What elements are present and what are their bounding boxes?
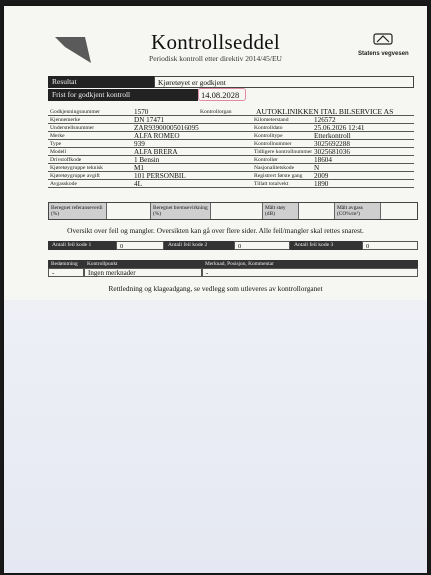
control-field-label: Tidligere kontrollnummer bbox=[254, 149, 312, 155]
control-field-label: Nasjonalitetskode bbox=[252, 164, 312, 172]
result-value: Kjøretøyet er godkjent bbox=[154, 76, 414, 88]
control-field-value: 3025681036 bbox=[312, 148, 414, 156]
brake-effect-label: Beregnet bremsevirkning (%) bbox=[151, 203, 211, 219]
paper-shadow-area bbox=[4, 300, 427, 573]
deadline-label: Frist for godkjent kontroll bbox=[48, 89, 198, 101]
control-field-label: Kontrolldato bbox=[252, 124, 312, 132]
brake-effect-box bbox=[211, 203, 263, 219]
vehicle-field-label: Kjennemerke bbox=[48, 116, 132, 124]
vehicle-field-label: Type bbox=[48, 140, 132, 148]
page-title: Kontrollseddel bbox=[150, 30, 280, 54]
vehicle-field-value: DN 17471 bbox=[132, 116, 252, 124]
control-field-label: Kontrollør bbox=[252, 156, 312, 164]
vehicle-field-value: 4L bbox=[132, 180, 252, 188]
noise-label: Målt støy (dB) bbox=[263, 203, 299, 219]
vehicle-field-label: Drivstoffkode bbox=[48, 156, 132, 164]
assessment-cell: - bbox=[202, 268, 418, 277]
control-field-value: N bbox=[312, 164, 414, 172]
control-field-value: Etterkontroll bbox=[312, 132, 414, 140]
control-field-label: Tillatt totalvekt bbox=[252, 180, 312, 188]
ref-value-label: Beregnet referanseverdi (%) bbox=[49, 203, 107, 219]
assessment-header: Merknad, Posisjon, Kommentar bbox=[202, 260, 418, 268]
vehicle-field-value: ALFA BRERA bbox=[132, 148, 252, 156]
control-field-value: 1890 bbox=[312, 180, 414, 188]
control-field-label: Kontrollnummer bbox=[252, 140, 312, 148]
assessment-cell: Ingen merknader bbox=[84, 268, 202, 277]
control-field-value: 18604 bbox=[312, 156, 414, 164]
control-field-label: Registrert første gang bbox=[252, 172, 312, 180]
noise-box bbox=[299, 203, 335, 219]
assessment-header: Bedømming bbox=[48, 260, 84, 268]
overview-text: Oversikt over feil og mangler. Oversikten kan gå over flere sider. Alle feil/mangler skal rettes snarest. bbox=[67, 226, 364, 235]
exhaust-box bbox=[381, 203, 417, 219]
control-field-value: 126572 bbox=[312, 116, 414, 124]
vehicle-field-value: ALFA ROMEO bbox=[132, 132, 252, 140]
statens-vegvesen-logo-icon bbox=[368, 32, 398, 46]
vehicle-field-value: M1 bbox=[132, 164, 252, 172]
fault-count-label: Antall feil kode 3 bbox=[290, 241, 362, 250]
control-field-value: 25.06.2026 12:41 bbox=[312, 124, 414, 132]
control-field-label: Kilometerstand bbox=[252, 116, 312, 124]
vehicle-field-value: 1 Bensin bbox=[132, 156, 252, 164]
footer-text: Rettledning og klageadgang, se vedlegg som utleveres av kontrollorganet bbox=[108, 284, 323, 293]
fault-count-row bbox=[48, 241, 418, 250]
control-org-label: Kontrollorgan bbox=[198, 108, 254, 116]
result-label: Resultat bbox=[48, 76, 154, 88]
assessment-header: Kontrollpunkt bbox=[84, 260, 202, 268]
assessment-cell: - bbox=[48, 268, 84, 277]
vehicle-field-value: 1570 bbox=[132, 108, 198, 116]
vehicle-field-value: ZAR93900005016095 bbox=[132, 124, 252, 132]
vehicle-field-label: Avgasskode bbox=[48, 180, 132, 188]
control-org-value: AUTOKLINIKKEN ITAL BILSERVICE AS bbox=[254, 108, 414, 116]
control-field-value: 2009 bbox=[312, 172, 414, 180]
result-section bbox=[48, 76, 414, 102]
vehicle-info-table bbox=[48, 108, 414, 188]
vehicle-field-label: Kjøretøygruppe avgift bbox=[48, 172, 132, 180]
fault-count-value: 0 bbox=[362, 241, 418, 250]
agency-name: Statens vegvesen bbox=[358, 51, 409, 57]
vehicle-field-label: Godkjenningsnummer bbox=[48, 108, 132, 116]
vehicle-field-label: Understellsnummer bbox=[48, 124, 132, 132]
measurements-row bbox=[48, 202, 418, 220]
vehicle-field-value: 939 bbox=[132, 140, 252, 148]
control-field-value: 3025692288 bbox=[312, 140, 414, 148]
vehicle-field-label: Merke bbox=[48, 132, 132, 140]
ref-value-box bbox=[107, 203, 151, 219]
fault-count-label: Antall feil kode 1 bbox=[48, 241, 116, 250]
vehicle-field-label: Kjøretøygruppe teknisk bbox=[48, 164, 132, 172]
deadline-value: 14.08.2028 bbox=[198, 88, 246, 101]
fault-count-label: Antall feil kode 2 bbox=[164, 241, 234, 250]
fault-count-value: 0 bbox=[116, 241, 164, 250]
fault-count-value: 0 bbox=[234, 241, 290, 250]
exhaust-label: Målt avgass (CO%/m²) bbox=[335, 203, 381, 219]
page-subtitle: Periodisk kontroll etter direktiv 2014/45/EU bbox=[149, 54, 282, 63]
control-field-label: Kontrolltype bbox=[252, 132, 312, 140]
vehicle-field-value: 101 PERSONBIL bbox=[132, 172, 252, 180]
vehicle-field-label: Modell bbox=[48, 148, 132, 156]
